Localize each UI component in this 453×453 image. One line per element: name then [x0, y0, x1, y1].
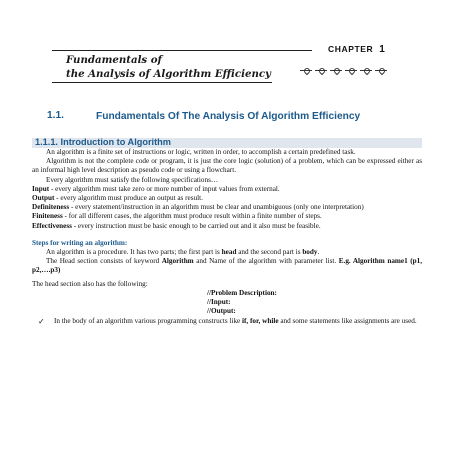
paragraph: Algorithm is not the complete code or program, it is just the core logic (solution) of a problem, which can be expressed either as an informal high level description as pseudo code or using a flowchart.: [32, 157, 422, 175]
spec-term: Effectiveness: [32, 221, 72, 230]
text-run: and Name of the algorithm with parameter list.: [193, 257, 339, 266]
paragraph: Every algorithm must satisfy the following specifications…: [46, 175, 219, 184]
text-run: An algorithm is a procedure. It has two parts; the first part is: [46, 248, 222, 257]
ornament-segment: [345, 67, 357, 73]
text-run: .: [317, 248, 320, 257]
spec-term: Output: [32, 194, 55, 203]
paragraph: An algorithm is a finite set of instructions or logic, written in order, to accomplish a certain predefined task.: [46, 148, 356, 156]
spec-finiteness: [32, 212, 422, 221]
text-run: The Head section consists of keyword: [46, 257, 162, 266]
text-run: body: [302, 248, 318, 257]
code-line-problem-description: //Problem Description:: [207, 288, 277, 297]
code-line-output: //Output:: [207, 307, 236, 316]
spec-text: - for all different cases, the algorithm must produce result within a finite number of steps.: [62, 212, 322, 221]
ornament-segment: [375, 67, 387, 73]
title-rule-top: [52, 50, 312, 51]
spec-text: - every algorithm must produce an output as result.: [54, 194, 203, 203]
steps-paragraph-2: [32, 257, 422, 275]
checkmark-icon: ✓: [38, 317, 45, 327]
text-run: and the second part is: [236, 248, 303, 257]
checklist-text: [54, 317, 422, 326]
section-number: 1.1.: [47, 110, 64, 121]
spec-term: Finiteness: [32, 212, 63, 221]
body-text: [32, 148, 422, 327]
book-title: [66, 53, 271, 81]
text-run: and some statements like assignments are used.: [278, 317, 417, 326]
text-run: In the body of an algorithm various programming constructs like: [54, 317, 243, 326]
spec-term: Definiteness: [32, 203, 70, 212]
spec-text: - every instruction must be basic enough to be carried out and it also must be feasible.: [71, 221, 321, 230]
spec-text: - every statement/instruction in an algorithm must be clear and unambiguous (only one interpretation): [69, 203, 364, 212]
spec-term: Input: [32, 184, 50, 193]
checklist-item: [32, 317, 422, 326]
book-title-line-2: the Analysis of Algorithm Efficiency: [66, 68, 271, 80]
steps-paragraph-1: [32, 248, 422, 257]
chapter-label: [328, 44, 385, 55]
section-title: Fundamentals Of The Analysis Of Algorithm Efficiency: [96, 111, 361, 122]
text-run: if, for, while: [242, 317, 279, 326]
chapter-number: 1: [379, 44, 386, 55]
ornament-segment: [300, 67, 312, 73]
ornament-segment: [315, 67, 327, 73]
code-line-input: //Input:: [207, 298, 231, 307]
text-run: E.g. Algorithm name1 (p1, p2,….p3): [32, 257, 422, 275]
chapter-word: CHAPTER: [328, 44, 374, 54]
text-run: Algorithm: [161, 257, 194, 266]
subsection-title: 1.1.1. Introduction to Algorithm: [35, 137, 171, 147]
spec-output: [32, 194, 422, 203]
spec-definiteness: [32, 203, 422, 212]
steps-paragraph-3: The head section also has the following:: [32, 279, 148, 288]
spec-input: [32, 185, 422, 194]
steps-heading: Steps for writing an algorithm:: [32, 238, 128, 247]
spec-text: - every algorithm must take zero or more number of input values from external.: [49, 184, 280, 193]
spec-effectiveness: [32, 222, 422, 231]
chapter-ornament: [300, 67, 387, 73]
ornament-segment: [330, 67, 342, 73]
title-rule-bottom: [52, 82, 272, 83]
book-title-line-1: Fundamentals of: [66, 54, 162, 66]
ornament-segment: [360, 67, 372, 73]
text-run: head: [221, 248, 237, 257]
